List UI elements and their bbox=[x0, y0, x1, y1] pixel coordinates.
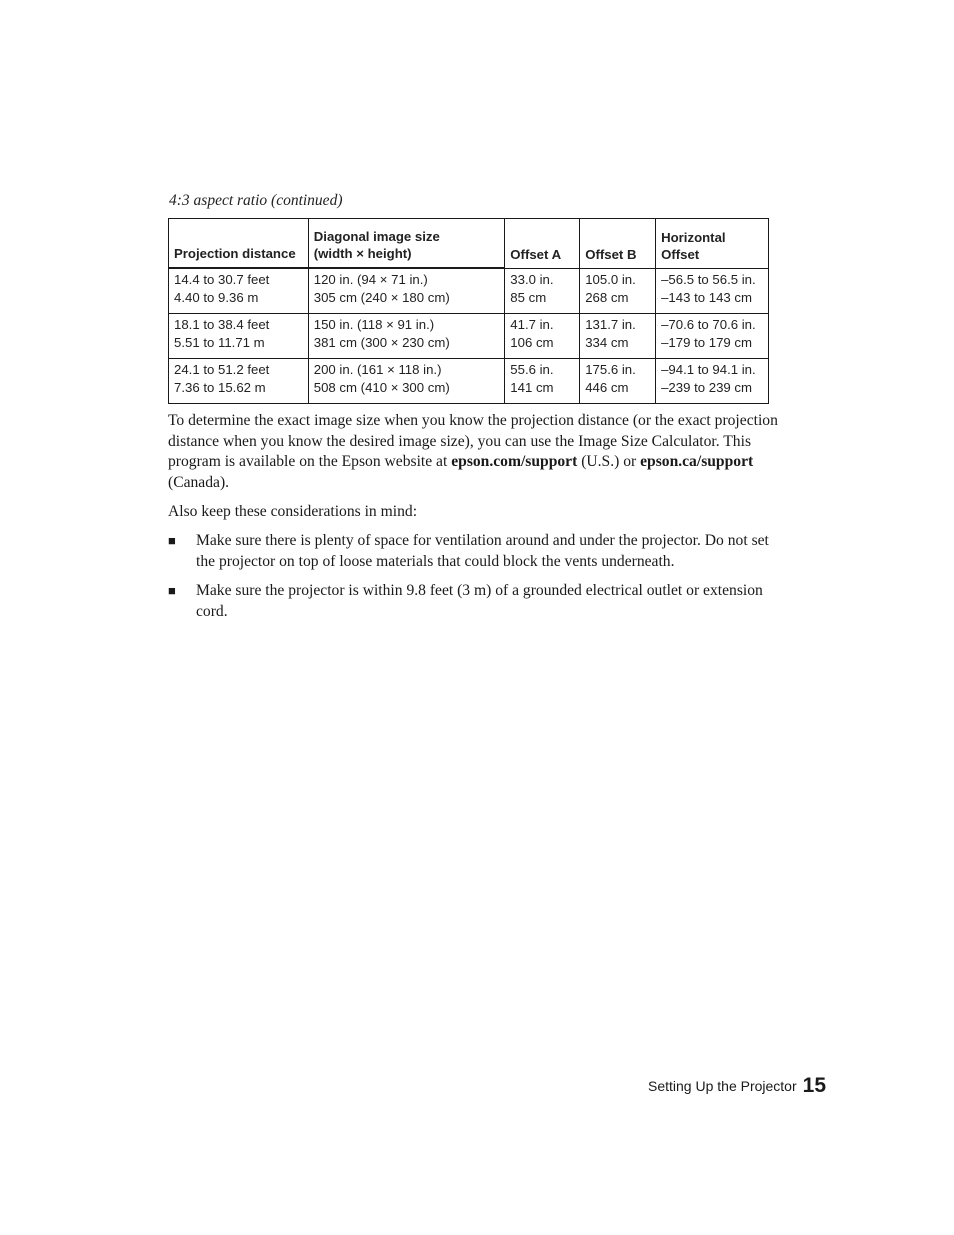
cell-offset-b bbox=[580, 314, 656, 359]
header-line: Horizontal bbox=[661, 229, 726, 245]
cell-line: 381 cm (300 × 230 cm) bbox=[313, 335, 450, 350]
cell-line: 131.7 in. bbox=[585, 317, 636, 332]
cell-line: –70.6 to 70.6 in. bbox=[661, 317, 756, 332]
cell-line: 334 cm bbox=[585, 335, 629, 350]
cell-size bbox=[308, 359, 505, 404]
header-line: Offset bbox=[661, 246, 700, 262]
cell-offset-b bbox=[580, 268, 656, 314]
cell-line: –94.1 to 94.1 in. bbox=[661, 362, 756, 377]
paragraph-text: (Canada). bbox=[168, 473, 230, 491]
cell-line: –143 to 143 cm bbox=[661, 289, 753, 305]
square-bullet-icon: ■ bbox=[168, 533, 176, 548]
link-epson-ca[interactable]: epson.ca/support bbox=[640, 453, 754, 470]
table-row bbox=[169, 268, 769, 314]
square-bullet-icon: ■ bbox=[168, 583, 176, 598]
cell-horizontal-offset bbox=[656, 268, 769, 314]
page-number: 15 bbox=[802, 1074, 826, 1097]
cell-line: 18.1 to 38.4 feet bbox=[174, 317, 270, 332]
image-size-calculator-paragraph bbox=[168, 411, 788, 493]
link-epson-us[interactable]: epson.com/support bbox=[451, 453, 578, 470]
list-item-text: Make sure the projector is within 9.8 feet (3 m) of a grounded electrical outlet or extension cord. bbox=[196, 582, 763, 620]
header-offset-a: Offset A bbox=[505, 219, 580, 269]
table-caption: 4:3 aspect ratio (continued) bbox=[169, 192, 343, 209]
header-horizontal-offset bbox=[656, 219, 769, 269]
cell-line: –239 to 239 cm bbox=[661, 380, 753, 395]
cell-line: 106 cm bbox=[510, 335, 554, 350]
cell-line: 41.7 in. bbox=[510, 317, 554, 332]
cell-line: 150 in. (118 × 91 in.) bbox=[313, 317, 435, 332]
cell-line: 85 cm bbox=[510, 289, 547, 305]
cell-offset-b bbox=[580, 359, 656, 404]
cell-size bbox=[308, 314, 505, 359]
table-header-row bbox=[169, 219, 769, 269]
cell-line: 4.40 to 9.36 m bbox=[174, 290, 259, 305]
cell-line: 175.6 in. bbox=[585, 362, 636, 377]
cell-line: 120 in. (94 × 71 in.) bbox=[313, 272, 428, 287]
cell-distance bbox=[169, 268, 309, 314]
cell-line: –179 to 179 cm bbox=[661, 335, 753, 350]
cell-line: 446 cm bbox=[585, 380, 629, 395]
cell-line: 14.4 to 30.7 feet bbox=[174, 272, 270, 287]
cell-line: 141 cm bbox=[510, 380, 554, 395]
considerations-intro: Also keep these considerations in mind: bbox=[168, 503, 418, 520]
footer-section-title: Setting Up the Projector bbox=[648, 1078, 797, 1094]
cell-offset-a bbox=[505, 268, 580, 314]
cell-line: 105.0 in. bbox=[585, 271, 636, 287]
table-row bbox=[169, 314, 769, 359]
header-projection-distance: Projection distance bbox=[169, 219, 309, 269]
cell-line: 5.51 to 11.71 m bbox=[174, 335, 265, 350]
cell-horizontal-offset bbox=[656, 314, 769, 359]
cell-horizontal-offset bbox=[656, 359, 769, 404]
cell-distance bbox=[169, 359, 309, 404]
cell-offset-a bbox=[505, 359, 580, 404]
cell-line: 55.6 in. bbox=[510, 362, 554, 377]
cell-line: 33.0 in. bbox=[510, 271, 554, 287]
cell-line: 305 cm (240 × 180 cm) bbox=[313, 290, 450, 305]
table-row bbox=[169, 359, 769, 404]
cell-line: 508 cm (410 × 300 cm) bbox=[313, 380, 450, 395]
header-diagonal-image-size bbox=[308, 219, 505, 269]
list-item-text: Make sure there is plenty of space for ventilation around and under the projector. Do not set the projector on top of loose materials that could block the vents underneath. bbox=[196, 532, 769, 570]
paragraph-text: To determine the exact image size when you know the projection distance (or the exact projection distance when you know the desired image size), you can use the Image Size Calculator. This program is available on the Epson website at bbox=[168, 412, 778, 470]
cell-line: 268 cm bbox=[585, 289, 629, 305]
cell-line: 24.1 to 51.2 feet bbox=[174, 362, 270, 377]
header-line: (width × height) bbox=[313, 246, 412, 261]
page-footer bbox=[648, 1074, 826, 1098]
cell-distance bbox=[169, 314, 309, 359]
cell-offset-a bbox=[505, 314, 580, 359]
header-offset-b: Offset B bbox=[580, 219, 656, 269]
cell-line: –56.5 to 56.5 in. bbox=[661, 271, 756, 287]
paragraph-text: (U.S.) or bbox=[577, 453, 641, 470]
cell-line: 200 in. (161 × 118 in.) bbox=[313, 362, 442, 377]
header-line: Diagonal image size bbox=[313, 229, 440, 244]
cell-size bbox=[308, 268, 505, 314]
cell-line: 7.36 to 15.62 m bbox=[174, 380, 266, 395]
projection-distance-table bbox=[168, 218, 769, 404]
